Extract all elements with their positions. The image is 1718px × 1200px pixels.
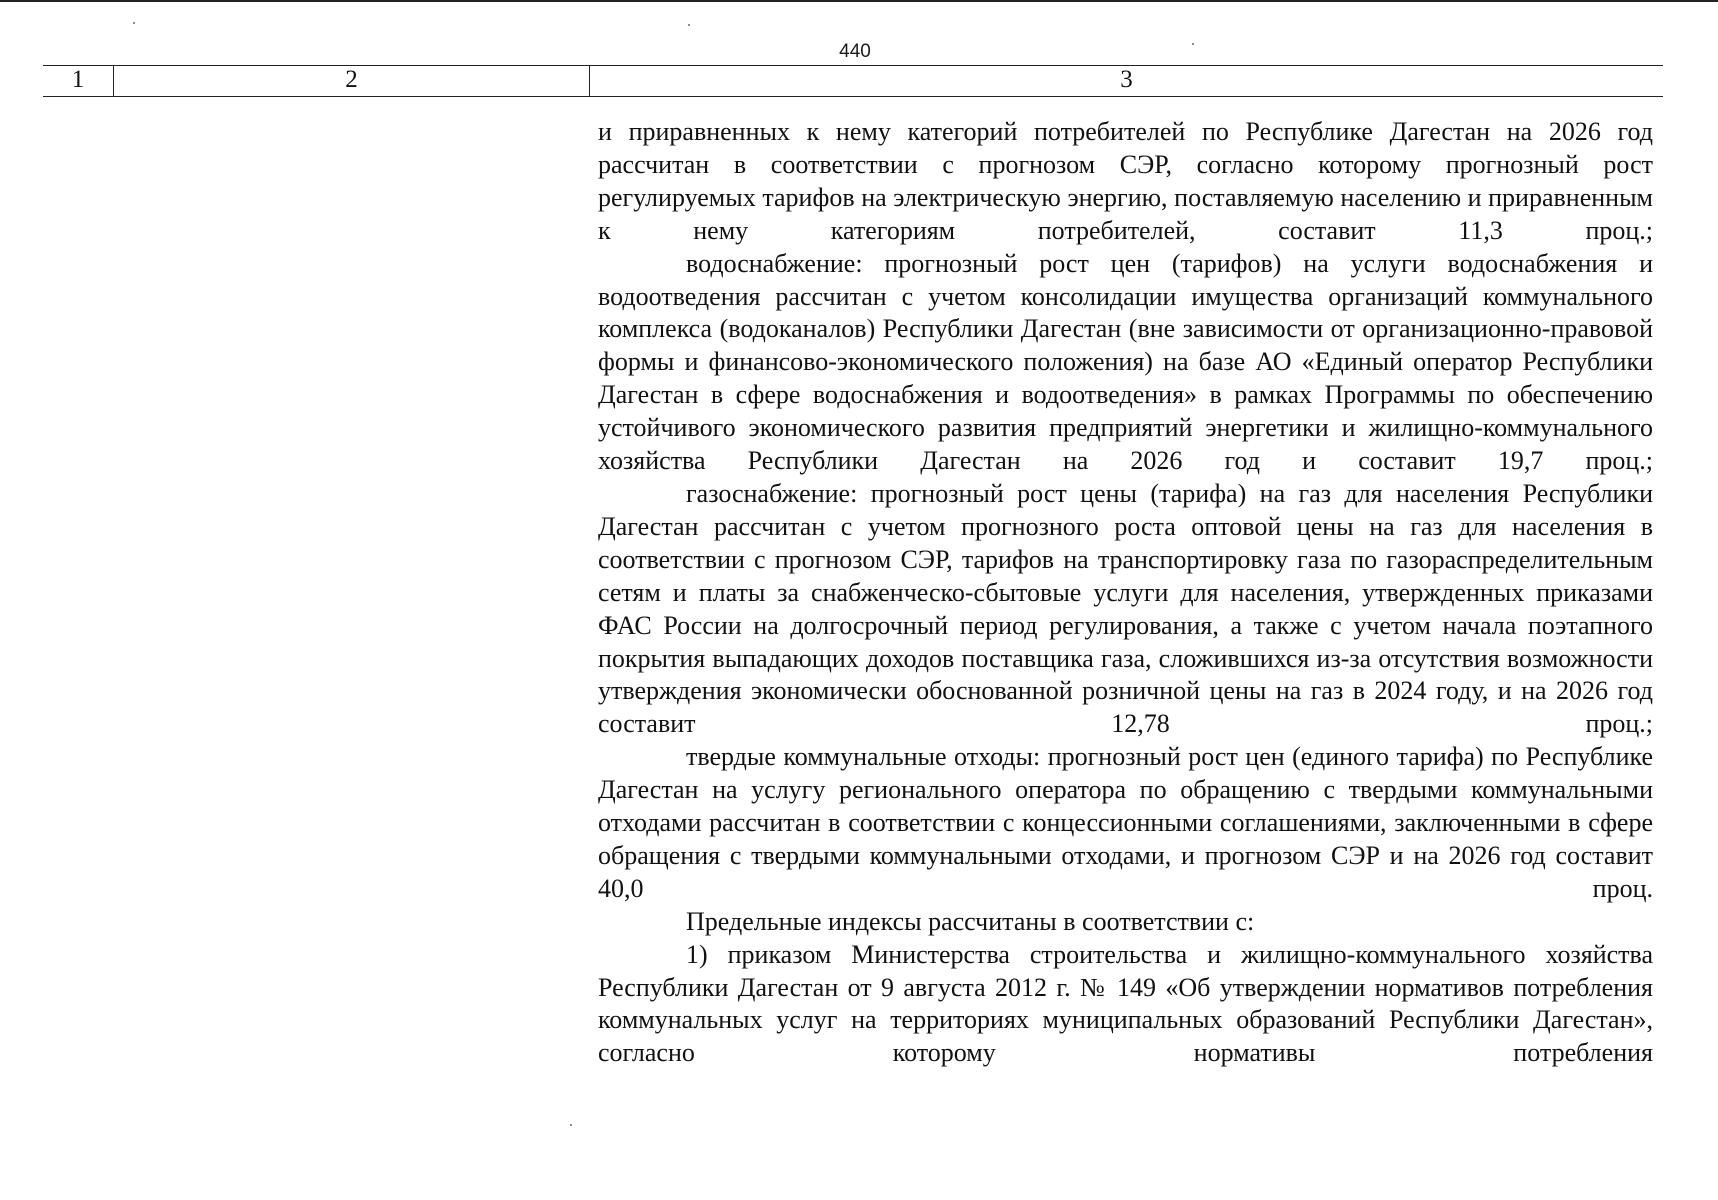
text-line: 1) приказом Министерства строительства и жилищно-коммунального bbox=[686, 939, 1526, 969]
text-line: регулирования, а также с учетом начала поэтапного покрытия выпадающих доходов bbox=[598, 610, 1653, 673]
text-line: населения, утвержденных приказами ФАС России на долгосрочный период bbox=[598, 577, 1653, 640]
text-line: населения в соответствии с прогнозом СЭР, тарифов на транспортировку газа по bbox=[598, 511, 1653, 574]
column-number-3: 3 bbox=[1120, 66, 1133, 93]
column-number-1: 1 bbox=[43, 66, 114, 96]
text-line: водоотведения» в рамках Программы по обеспечению устойчивого экономического bbox=[598, 380, 1653, 443]
text-line: Республике Дагестан на услугу регионального оператора по обращению с твердыми bbox=[598, 742, 1653, 805]
text-line: образований Республики Дагестан», согласно которому нормативы потребления bbox=[598, 1005, 1653, 1068]
column-number-2: 2 bbox=[114, 66, 590, 96]
text-line: развития предприятий энергетики и жилищно-коммунального хозяйства Республики bbox=[598, 413, 1653, 476]
text-line: Предельные индексы рассчитаны в соответствии с: bbox=[686, 906, 1255, 936]
text-line: Республики Дагестан рассчитан с учетом прогнозного роста оптовой цены на газ для bbox=[598, 478, 1653, 541]
page-number: 440 bbox=[839, 41, 871, 62]
text-line: газоснабжение: прогнозный рост цены (тарифа) на газ для населения bbox=[686, 478, 1510, 508]
text-line: и приравненных к нему категорий потребителей по Республике Дагестан на 2026 год bbox=[598, 117, 1653, 146]
text-line: хозяйства Республики Дагестан от 9 августа 2012 г. № 149 «Об утверждении bbox=[598, 939, 1653, 1002]
text-line: Дагестан на 2026 год и составит 19,7 проц.; bbox=[920, 446, 1653, 476]
text-line: организационно-правовой формы и финансово-экономического положения) на базе bbox=[598, 314, 1653, 377]
scan-speck bbox=[1192, 43, 1194, 45]
text-line: составит 12,78 проц.; bbox=[598, 709, 1653, 739]
text-line: газораспределительным сетям и платы за снабженческо-сбытовые услуги для bbox=[598, 544, 1653, 607]
paragraph-gas-supply bbox=[598, 478, 1653, 741]
document-body-text bbox=[598, 116, 1653, 1196]
text-line: коммунального комплекса (водоканалов) Республики Дагестан (вне зависимости от bbox=[598, 281, 1653, 344]
text-line: твердые коммунальные отходы: прогнозный рост цен (единого тарифа) по bbox=[686, 742, 1519, 772]
paragraph-water-supply bbox=[598, 248, 1653, 478]
text-line: экономически обоснованной розничной цены на газ в 2024 году, и на 2026 год bbox=[751, 676, 1653, 706]
paragraph-limit-indices-intro bbox=[598, 906, 1653, 939]
text-line: рассчитан в соответствии с прогнозом СЭР, согласно которому прогнозный рост bbox=[598, 149, 1653, 179]
text-line: соглашениями, заключенными в сфере обращения с твердыми коммунальными bbox=[598, 808, 1653, 870]
paragraph-solid-waste bbox=[598, 741, 1653, 906]
text-line: регулируемых тарифов на электрическую энергию, поставляемую населению и bbox=[598, 182, 1482, 212]
scan-speck bbox=[688, 24, 690, 26]
text-line: нормативов потребления коммунальных услуг на территориях муниципальных bbox=[598, 972, 1653, 1035]
text-line: АО «Единый оператор Республики Дагестан в сфере водоснабжения и bbox=[598, 347, 1653, 410]
scan-top-edge-line bbox=[0, 0, 1718, 2]
text-line: водоотведения рассчитан с учетом консолидации имущества организаций bbox=[598, 281, 1468, 311]
table-column-header-row bbox=[43, 65, 1663, 97]
scan-speck bbox=[133, 22, 135, 24]
text-line: поставщика газа, сложившихся из-за отсутствия возможности утверждения bbox=[598, 643, 1653, 706]
text-line: приравненным к нему категориям потребителей, составит 11,3 проц.; bbox=[598, 182, 1653, 245]
paragraph-ministry-order bbox=[598, 939, 1653, 1071]
scan-speck bbox=[570, 1124, 572, 1126]
text-line: водоснабжение: прогнозный рост цен (тарифов) на услуги водоснабжения и bbox=[686, 248, 1653, 278]
text-line: коммунальными отходами рассчитан в соответствии с концессионными bbox=[598, 775, 1653, 838]
text-line: отходами, и прогнозом СЭР и на 2026 год составит 40,0 проц. bbox=[598, 840, 1653, 903]
paragraph-electricity-continued bbox=[598, 116, 1653, 248]
